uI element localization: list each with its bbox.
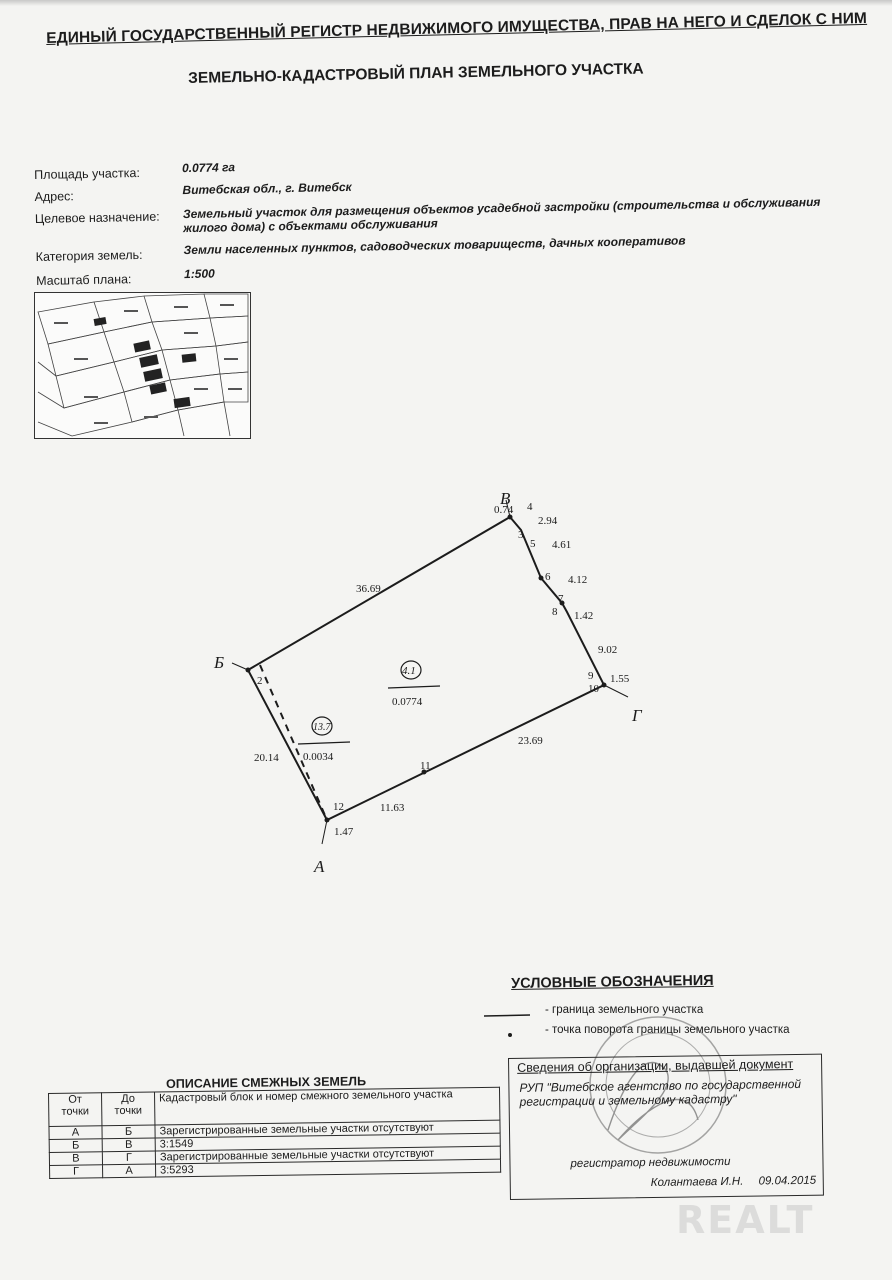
area-label: Площадь участка: — [34, 165, 140, 182]
row-desc: 3:1549 — [155, 1133, 500, 1151]
segment-length: 11.63 — [380, 802, 405, 814]
row-desc: 3:5293 — [156, 1159, 501, 1177]
point-number-10: 10 — [588, 683, 599, 695]
corner-tick-a — [322, 820, 327, 844]
segment-length: 0.74 — [494, 504, 514, 516]
row-from: В — [49, 1152, 102, 1166]
row-desc: Зарегистрированные земельные участки отсутствуют — [155, 1146, 500, 1164]
legend-boundary-line — [484, 1015, 530, 1016]
legend-boundary-text: - граница земельного участка — [545, 1004, 704, 1016]
turn-point — [325, 818, 330, 823]
point-number-7: 7 — [558, 593, 564, 605]
point-number-3: 3 — [518, 529, 524, 541]
adjacent-lands-title: ОПИСАНИЕ СМЕЖНЫХ ЗЕМЕЛЬ — [166, 1074, 367, 1091]
document-title: ЗЕМЕЛЬНО-КАДАСТРОВЫЙ ПЛАН ЗЕМЕЛЬНОГО УЧАСТКА — [188, 60, 644, 87]
watermark-logo: REALT — [676, 1198, 815, 1242]
row-from: Г — [50, 1165, 103, 1179]
main-parcel-area: 0.0774 — [392, 696, 423, 708]
segment-length: 1.55 — [610, 673, 630, 685]
issuer-title: Сведения об организации, выдавшей документ — [517, 1057, 794, 1075]
segment-length: 4.61 — [552, 539, 572, 551]
corner-tick-g — [604, 685, 628, 697]
issuer-signature-line — [651, 1175, 817, 1189]
segment-length: 9.02 — [598, 644, 618, 656]
turn-point — [602, 683, 607, 688]
row-from: А — [49, 1126, 102, 1140]
point-number-12: 12 — [333, 801, 344, 813]
main-parcel-id: 4.1 — [402, 665, 416, 677]
row-to: Б — [102, 1125, 155, 1139]
col-description: Кадастровый блок и номер смежного земельного участка — [154, 1087, 499, 1125]
corner-label-v: В — [500, 489, 511, 508]
scale-value: 1:500 — [183, 266, 215, 282]
sub-parcel-id: 13.7 — [313, 722, 331, 733]
corner-tick-b — [232, 663, 248, 670]
legend-point-symbol — [508, 1033, 512, 1037]
point-number-4: 4 — [527, 501, 533, 513]
point-numbers — [257, 501, 600, 813]
purpose-label: Целевое назначение: — [34, 209, 160, 226]
adjacent-lands-table — [48, 1087, 501, 1179]
turn-point — [246, 668, 251, 673]
address-value: Витебская обл., г. Витебск — [182, 179, 352, 198]
issuer-box — [508, 1054, 824, 1200]
segment-length: 23.69 — [518, 735, 543, 747]
issuer-role: регистратор недвижимости — [570, 1155, 731, 1171]
corner-label-g: Г — [632, 706, 642, 725]
corner-label-a: А — [314, 857, 325, 876]
main-parcel-fraction-line — [388, 686, 440, 688]
point-number-5: 5 — [530, 538, 536, 550]
address-label: Адрес: — [34, 189, 74, 204]
point-number-8: 8 — [552, 606, 558, 618]
row-from: Б — [49, 1139, 102, 1153]
issuer-date: 09.04.2015 — [758, 1174, 817, 1188]
row-to: А — [103, 1164, 156, 1178]
col-from: От точки — [49, 1093, 102, 1127]
scale-label: Масштаб плана: — [36, 272, 132, 288]
issuer-organization: РУП "Витебское агентство по государственной регистрации и земельному кадастру" — [519, 1076, 802, 1109]
category-value: Земли населенных пунктов, садоводческих товариществ, дачных кооперативов — [183, 233, 686, 258]
corner-label-b: Б — [214, 653, 225, 672]
point-number-11: 11 — [420, 760, 431, 772]
area-value: 0.0774 га — [181, 160, 236, 176]
registry-header: ЕДИНЫЙ ГОСУДАРСТВЕННЫЙ РЕГИСТР НЕДВИЖИМОГО ИМУЩЕСТВА, ПРАВ НА НЕГО И СДЕЛОК С НИМ — [46, 9, 868, 47]
row-desc: Зарегистрированные земельные участки отсутствуют — [155, 1120, 500, 1138]
row-to: В — [102, 1138, 155, 1152]
point-number-2: 2 — [257, 675, 263, 687]
segment-length: 1.42 — [574, 610, 594, 622]
segment-length: 20.14 — [254, 752, 279, 764]
corner-labels — [213, 489, 643, 876]
issuer-signatory: Колантаева И.Н. — [650, 1175, 744, 1190]
purpose-value: Земельный участок для размещения объектов усадебной застройки (строительства и обслуживания жилого дома) с объектами обслуживания — [182, 194, 821, 236]
legend-title: УСЛОВНЫЕ ОБОЗНАЧЕНИЯ — [511, 972, 714, 992]
segment-length: 4.12 — [568, 574, 588, 586]
legend-point-text: - точка поворота границы земельного участка — [545, 1024, 790, 1036]
segment-length: 1.47 — [334, 826, 354, 838]
sub-parcel-area: 0.0034 — [303, 751, 334, 763]
sub-parcel-line — [260, 665, 327, 820]
sub-parcel-fraction-line — [298, 742, 350, 744]
col-to: До точки — [102, 1092, 155, 1126]
segment-length: 2.94 — [538, 515, 558, 527]
turn-point — [539, 576, 544, 581]
turn-points — [246, 515, 607, 823]
point-number-9: 9 — [588, 670, 594, 682]
parcel-boundary — [248, 517, 604, 820]
segment-length: 36.69 — [356, 583, 381, 595]
row-to: Г — [102, 1151, 155, 1165]
point-number-6: 6 — [545, 571, 551, 583]
category-label: Категория земель: — [35, 247, 143, 264]
